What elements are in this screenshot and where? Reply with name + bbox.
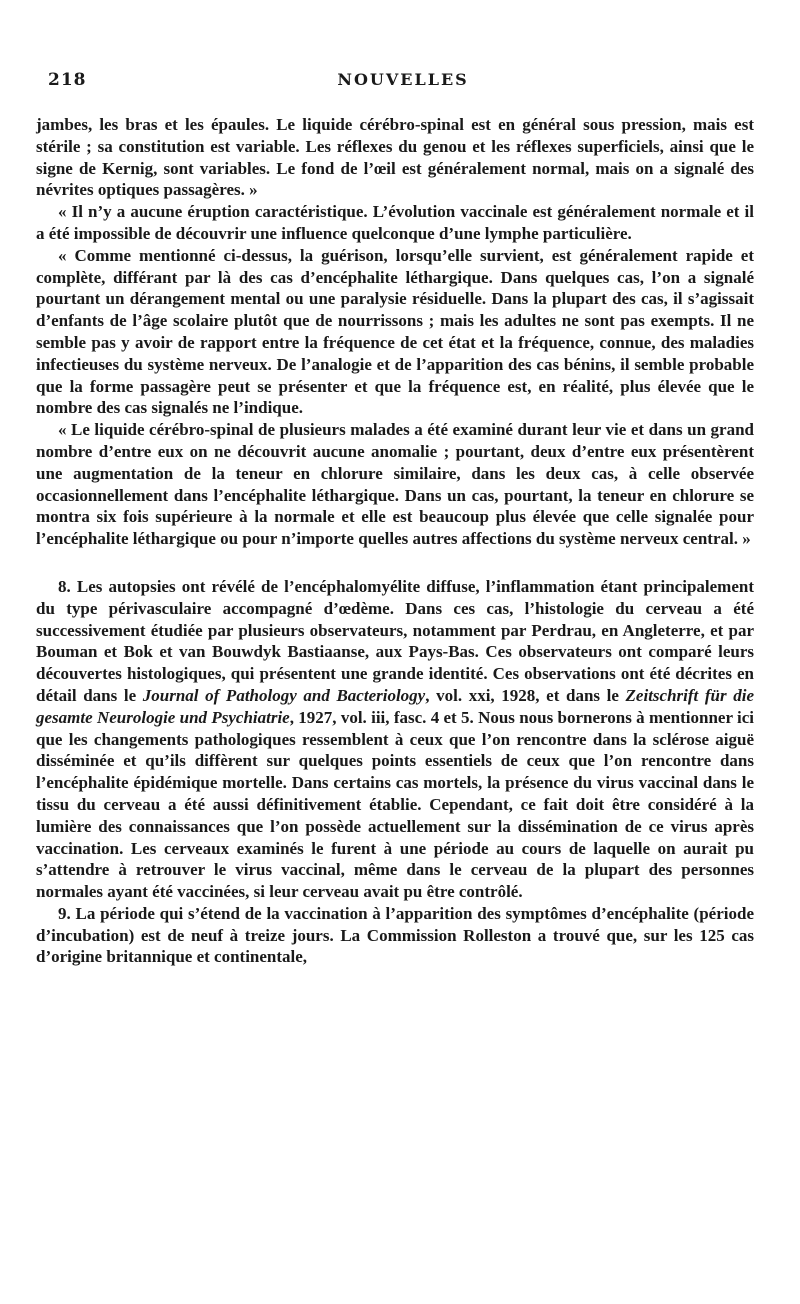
section-9-paragraph: 9. La période qui s’étend de la vaccination à l’apparition des symptômes d’encéphalite (période d’incubation) est de neuf à treize jours. La Commission Rolleston a trouvé que, sur les 125 cas d’origine britannique et continentale, — [36, 903, 754, 967]
page-header — [48, 68, 758, 98]
section-8-text-2: , vol. xxi, 1928, et dans le — [425, 685, 626, 705]
running-title: NOUVELLES — [337, 70, 469, 89]
quote-paragraph-3: « Comme mentionné ci-dessus, la guérison, lorsqu’elle survient, est généralement rapide et complète, différant par là des cas d’encéphalite léthargique. Dans quelques cas, l’on a signalé pourtant un dérangement mental ou une paralysie résiduelle. Dans la plupart des cas, il s’agissait d’enfants de l’âge scolaire plutôt que de nourrissons ; mais les adultes ne sont pas exempts. Il ne semble pas y avoir de rapport entre la fréquence de cet état et la fréquence, connue, des maladies infectieuses du système nerveux. De l’analogie et de l’apparition des cas bénins, il semble probable que la forme passagère peut se présenter et que la fréquence est, en réalité, plus élevée que le nombre des cas signalés ne l’indique. — [36, 245, 754, 418]
journal-title-zeitschrift: Zeitschrift für die gesamte Neurologie und Psychiatrie — [36, 685, 755, 727]
journal-title-pathology: Journal of Pathology and Bacteriology — [142, 685, 426, 705]
quote-paragraph-1: jambes, les bras et les épaules. Le liquide cérébro-spinal est en général sous pression, mais est stérile ; sa constitution est variable. Les réflexes du genou et les réflexes superficiels, ainsi que le signe de Kernig, sont variables. Le fond de l’œil est généralement normal, mais on a signalé des névrites optiques passagères. » — [36, 115, 754, 200]
section-8-paragraph — [36, 576, 754, 903]
section-8-text-3: , 1927, vol. iii, fasc. 4 et 5. Nous nous bornerons à mentionner ici que les changements pathologiques ressemblent à ceux que l’on rencontre dans la sclérose aiguë disséminée et qu’ils diffèrent sur quelques points essentiels de ceux que l’on rencontre dans l’encéphalite épidémique mortelle. Dans certains cas mortels, la présence du virus vaccinal dans le tissu du cerveau a été aussi définitivement établie. Cependant, ce fait doit être considéré à la lumière des connaissances que l’on possède actuellement sur la dissémination de ce virus après vaccination. Les cerveaux examinés le furent à une période au cours de laquelle on aurait pu s’attendre à retrouver le virus vaccinal, même dans le cerveau de la plupart des personnes normales ayant été vaccinées, si leur cerveau avait pu être contrôlé. — [36, 707, 754, 902]
quote-paragraph-2: « Il n’y a aucune éruption caractéristique. L’évolution vaccinale est généralement normale et il a été impossible de découvrir une influence quelconque d’une lymphe particulière. — [36, 202, 754, 243]
section-8-text-1: 8. Les autopsies ont révélé de l’encéphalomyélite diffuse, l’inflammation étant principalement du type périvasculaire accompagné d’œdème. Dans ces cas, l’histologie du cerveau a été successivement étudiée par plusieurs observateurs, notamment par Perdrau, en Angleterre, et par Bouman et Bok et van Bouwdyk Bastiaanse, aux Pays-Bas. Ces observateurs ont comparé leurs découvertes histologiques, qui présentent une grande identité. Ces observations ont été décrites en détail dans le — [36, 576, 754, 705]
page-number: 218 — [48, 70, 87, 90]
quote-paragraph-4: « Le liquide cérébro-spinal de plusieurs malades a été examiné durant leur vie et dans un grand nombre d’entre eux on ne découvrit aucune anomalie ; pourtant, deux d’entre eux présentèrent une augmentation de la teneur en chlorure similaire, dans les deux cas, à celle observée occasionnellement dans l’encéphalite léthargique. Dans un cas, pourtant, la teneur en chlorure se montra six fois supérieure à la normale et elle est beaucoup plus élevée que celle signalée pour l’encéphalite léthargique ou pour n’importe quelles autres affections du système nerveux central. » — [36, 420, 754, 549]
body-text — [36, 114, 754, 968]
